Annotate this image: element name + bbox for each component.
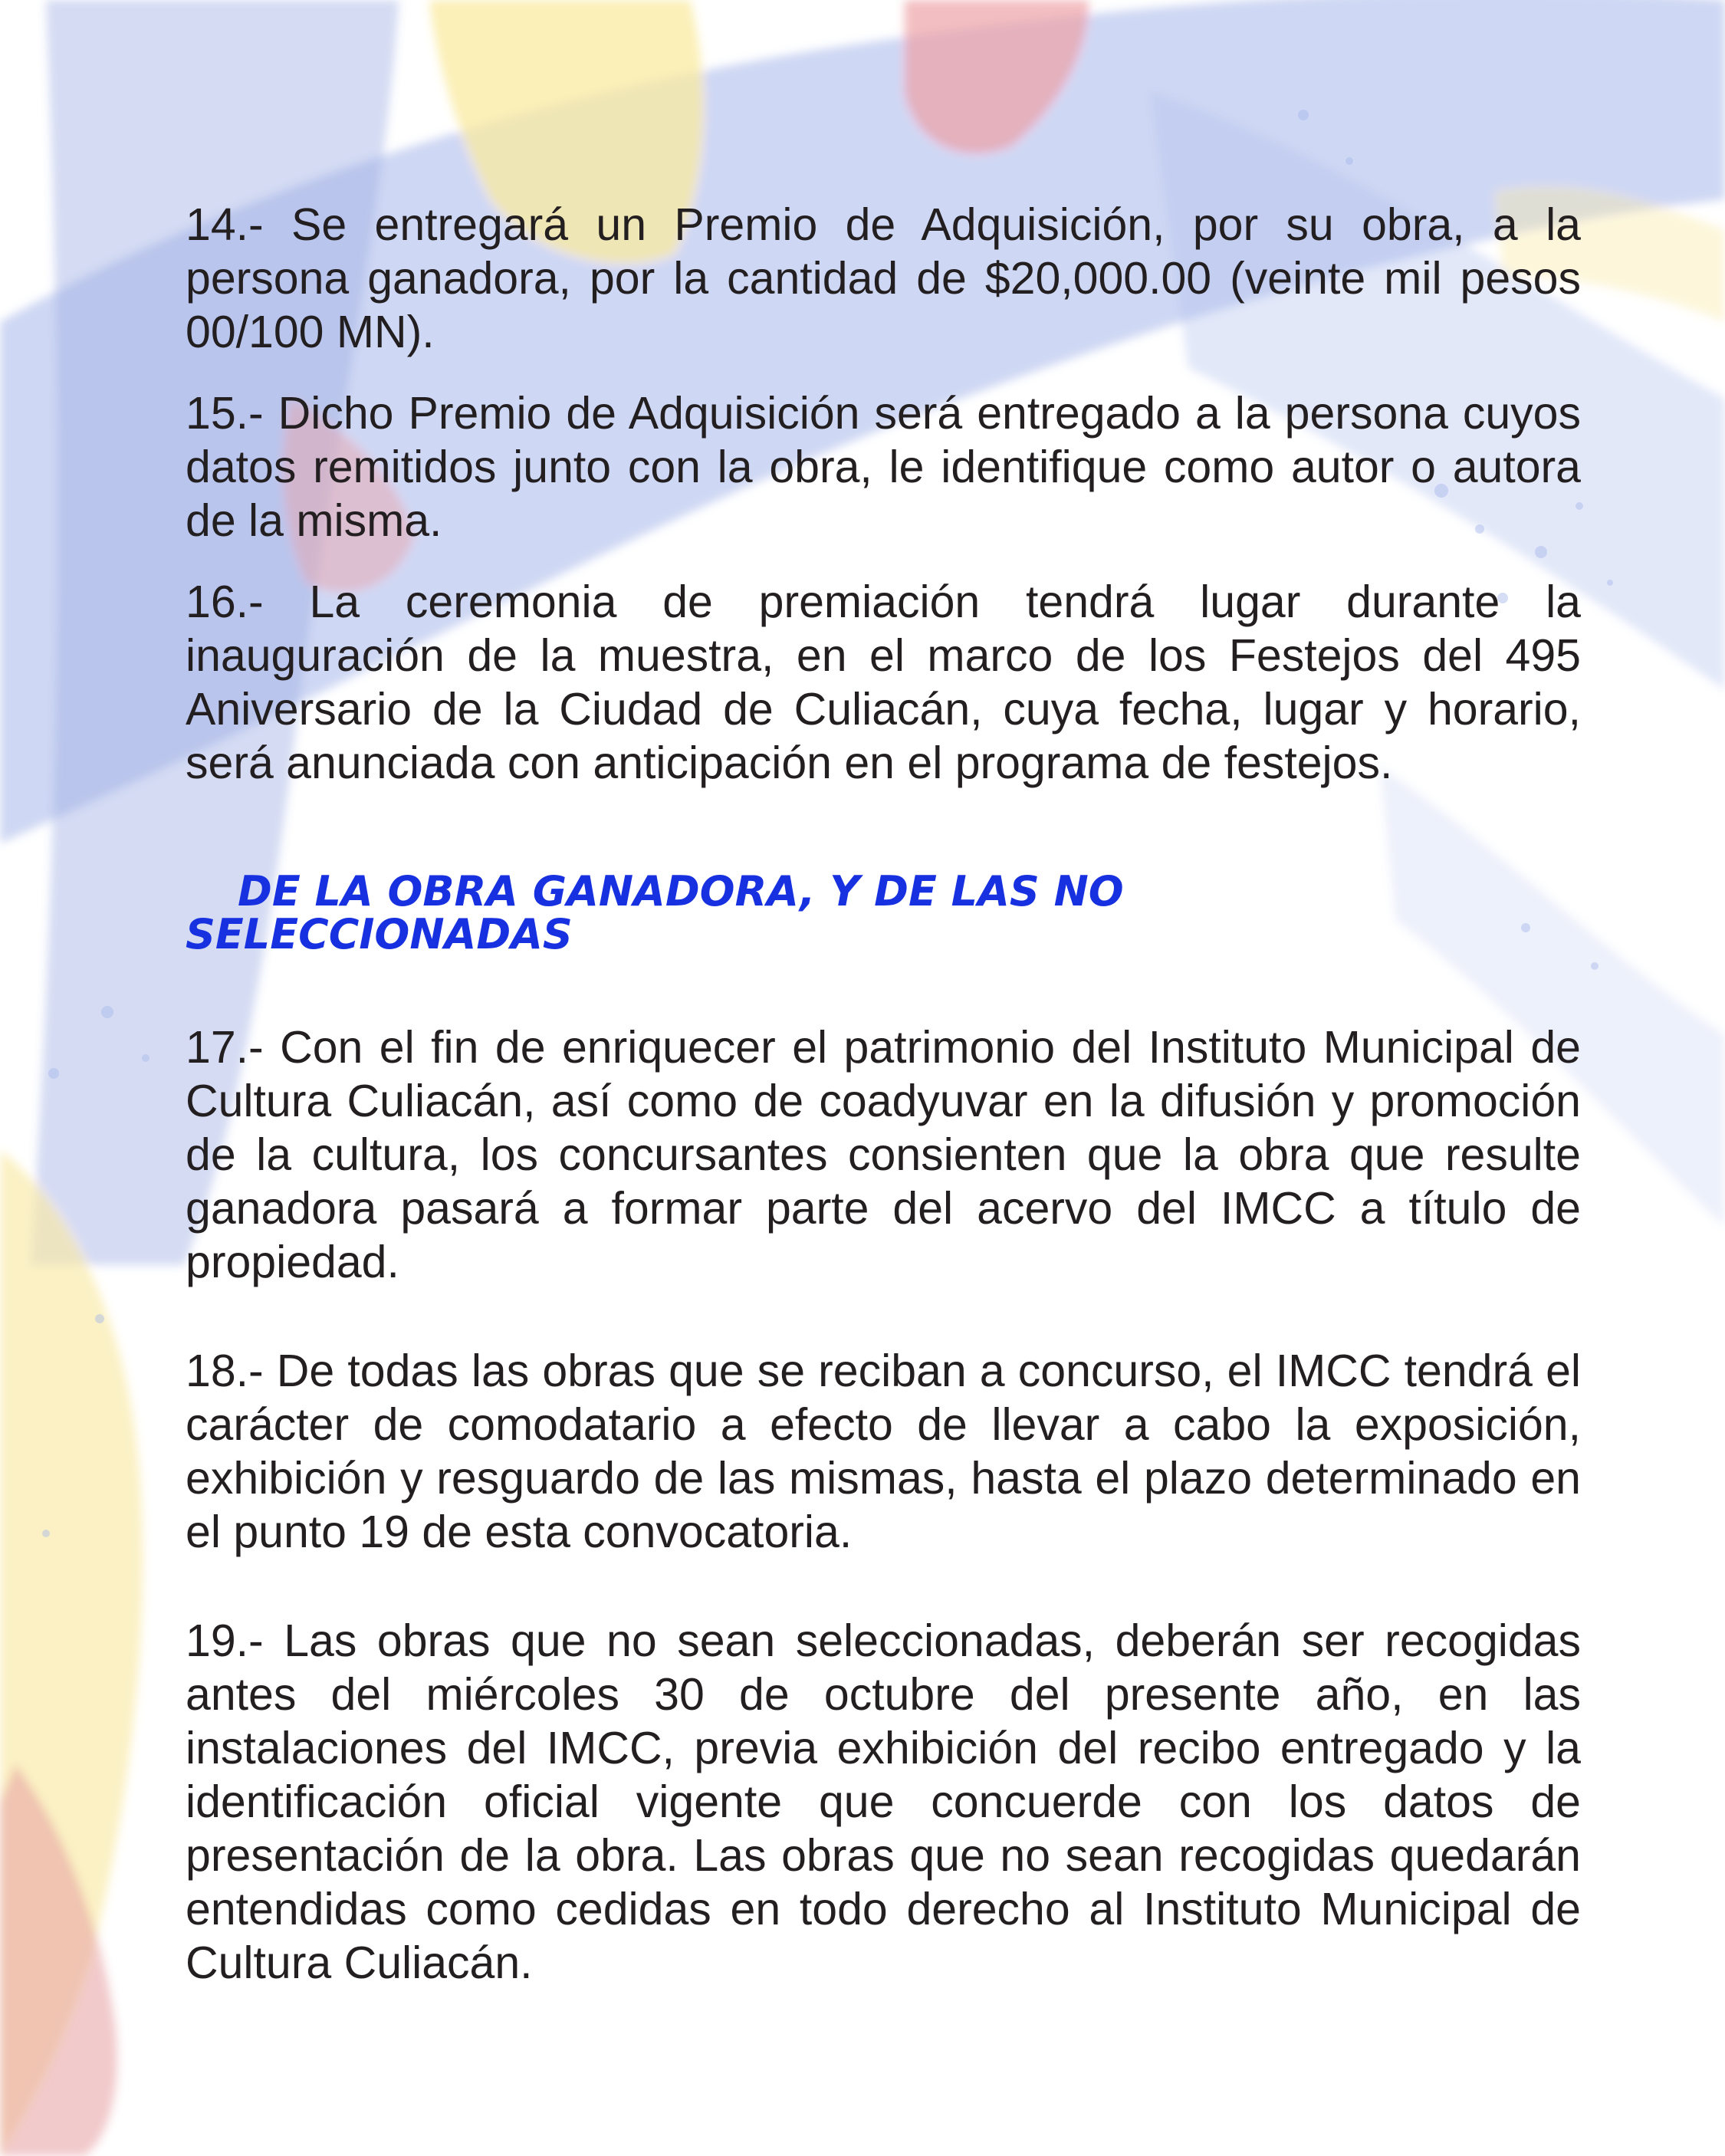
document-body xyxy=(186,198,1581,1990)
section-heading-text xyxy=(186,867,1581,958)
paragraph-15: 15.- Dicho Premio de Adquisición será entregado a la persona cuyos datos remitidos junto con la obra, le identifique como autor o autora de la misma. xyxy=(186,388,1581,546)
section-heading xyxy=(186,867,1581,958)
paragraph-17: 17.- Con el fin de enriquecer el patrimonio del Instituto Municipal de Cultura Culiacán, así como de coadyuvar en la difusión y promoción de la cultura, los concursantes consienten que la obra que resulte ganadora pasará a formar parte del acervo del IMCC a título de propiedad. xyxy=(186,1022,1581,1287)
paragraph-19: 19.- Las obras que no sean seleccionadas, deberán ser recogidas antes del miércoles 30 de octubre del presente año, en las instalaciones del IMCC, previa exhibición del recibo entregado y la identificación oficial vigente que concuerde con los datos de presentación de la obra. Las obras que no sean recogidas quedarán entendidas como cedidas en todo derecho al Instituto Municipal de Cultura Culiacán. xyxy=(186,1615,1581,1988)
paragraph-16: 16.- La ceremonia de premiación tendrá lugar durante la inauguración de la muestra, en el marco de los Festejos del 495 Aniversario de la Ciudad de Culiacán, cuya fecha, lugar y horario, será anunciada con anticipación en el programa de festejos. xyxy=(186,577,1581,788)
section-heading-line-1: DE LA OBRA GANADORA, Y DE LAS NO xyxy=(238,867,1124,915)
section-heading-line-2: SELECCIONADAS xyxy=(186,910,573,958)
paragraph-14: 14.- Se entregará un Premio de Adquisición, por su obra, a la persona ganadora, por la cantidad de $20,000.00 (veinte mil pesos 00/100 MN). xyxy=(186,199,1581,357)
paragraph-18: 18.- De todas las obras que se reciban a concurso, el IMCC tendrá el carácter de comodatario a efecto de llevar a cabo la exposición, exhibición y resguardo de las mismas, hasta el plazo determinado en el punto 19 de esta convocatoria. xyxy=(186,1346,1581,1557)
